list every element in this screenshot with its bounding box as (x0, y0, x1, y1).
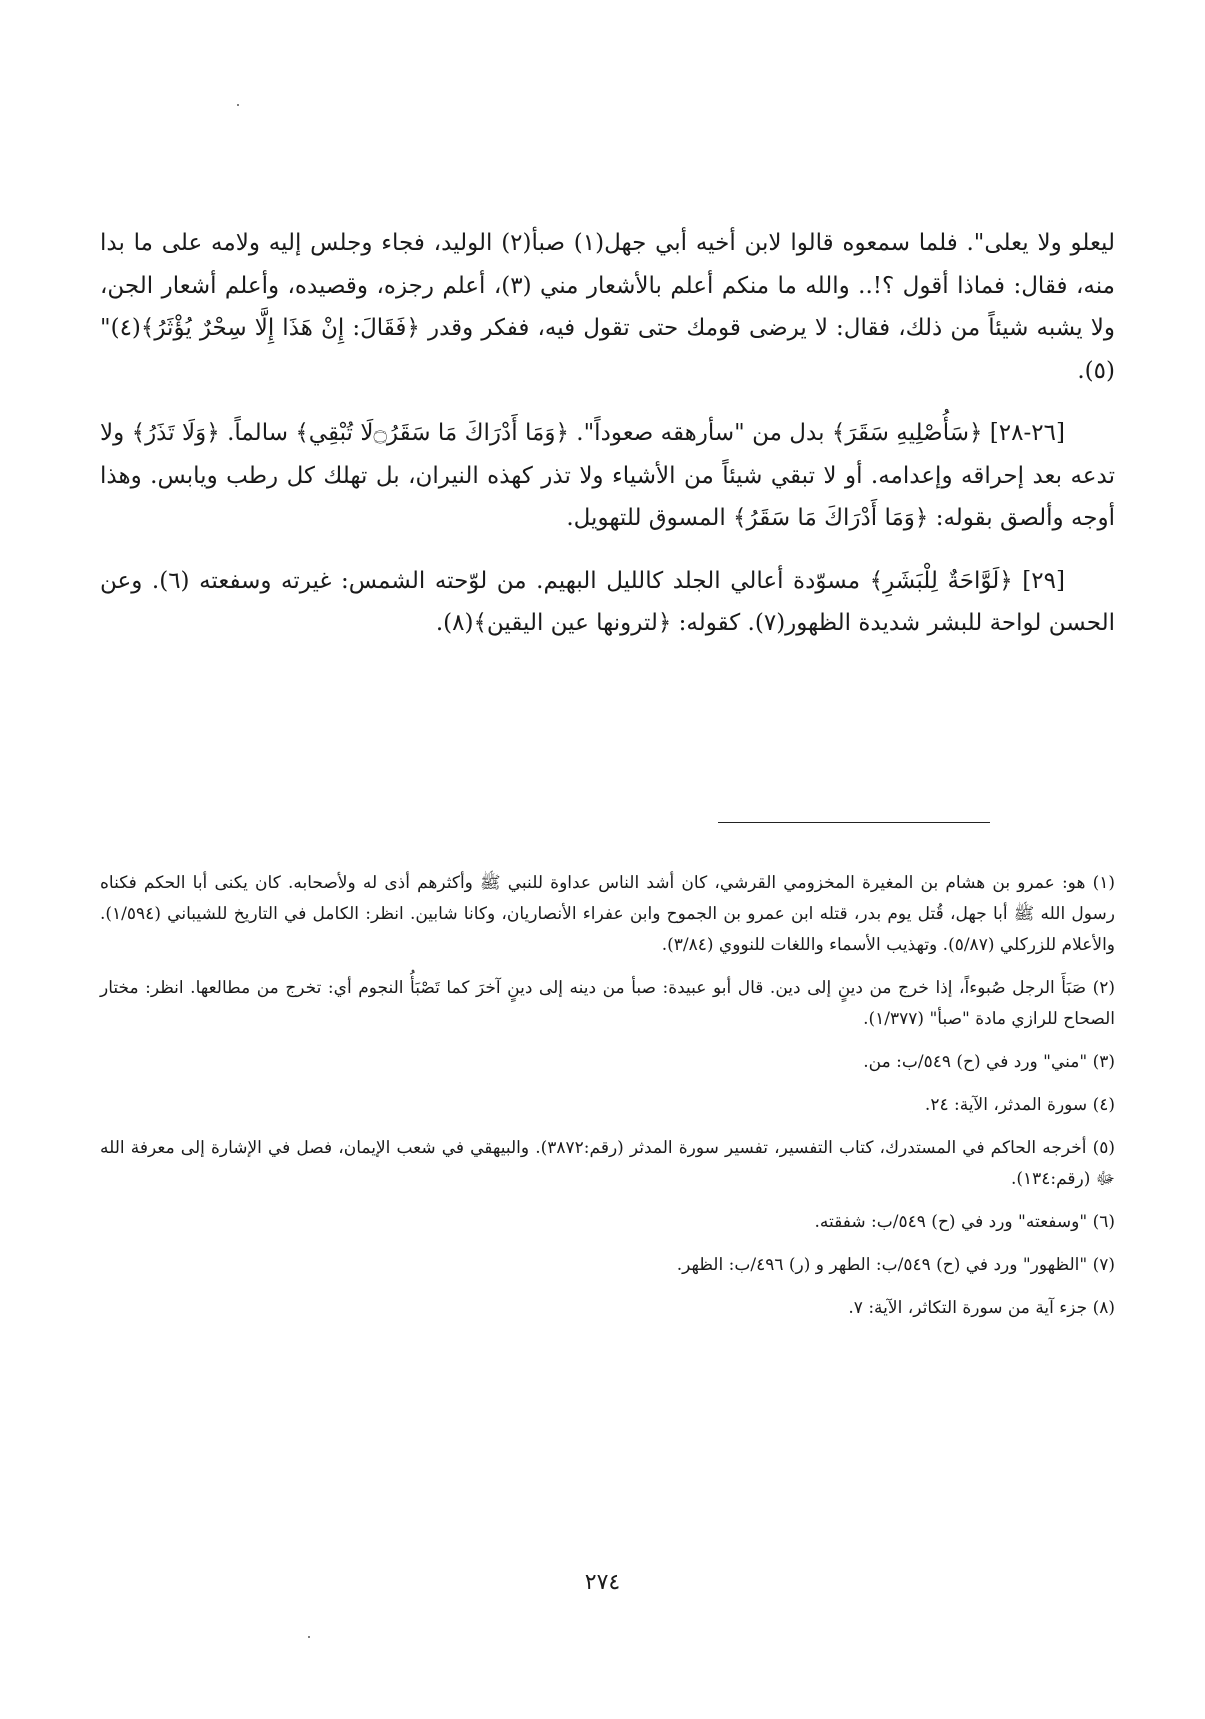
paragraph-intro: ليعلو ولا يعلى". فلما سمعوه قالوا لابن أخيه أبي جهل(١) صبأ(٢) الوليد، فجاء وجلس إليه ولامه على ما بدا منه، فقال: فماذا أقول ؟!.. والله ما منكم أعلم بالأشعار مني (٣)، أعلم رجزه، وقصيده، وأعلم أشعار الجن، ولا يشبه شيئاً من ذلك، فقال: لا يرضى قومك حتى تقول فيه، ففكر وقدر ﴿فَقَالَ: إِنْ هَذَا إِلَّا سِحْرٌ يُؤْثَرُ﴾(٤)"(٥). (100, 230, 1115, 384)
footnote-5: (٥) أخرجه الحاكم في المستدرك، كتاب التفسير، تفسير سورة المدثر (رقم:٣٨٧٢). والبيهقي في شعب الإيمان، فصل في الإشارة إلى معرفة الله ﷻ (رقم:١٣٤). (100, 1138, 1115, 1189)
footnote-8: (٨) جزء آية من سورة التكاثر، الآية: ٧. (848, 1298, 1115, 1318)
footnote-separator (718, 822, 990, 823)
scan-speck (308, 1636, 310, 1638)
footnote-3: (٣) "مني" ورد في (ح) ٥٤٩/ب: من. (863, 1052, 1115, 1072)
footnote-2: (٢) صَبَأَ الرجل صُبوءاً، إذا خرج من دينٍ إلى دين. قال أبو عبيدة: صبأ من دينه إلى دينٍ آخرَ كما تَصْبَأُ النجوم أي: تخرج من مطالعها. انظر: مختار الصحاح للرازي مادة "صبأ" (١/٣٧٧). (100, 978, 1115, 1029)
footnote-4: (٤) سورة المدثر، الآية: ٢٤. (924, 1095, 1115, 1115)
footnotes (100, 868, 1115, 1336)
footnote-7: (٧) "الظهور" ورد في (ح) ٥٤٩/ب: الطهر و (ر) ٤٩٦/ب: الظهر. (676, 1255, 1115, 1275)
paragraph-verses-26-28: [٢٦-٢٨] ﴿سَأُصْلِيهِ سَقَرَ﴾ بدل من "سأرهقه صعوداً". ﴿وَمَا أَدْرَاكَ مَا سَقَرُ۝لَا تُبْقِي﴾ سالماً. ﴿وَلَا تَذَرُ﴾ ولا تدعه بعد إحراقه وإعدامه. أو لا تبقي شيئاً من الأشياء ولا تذر كهذه النيران، بل تهلك كل رطب ويابس. وهذا أوجه وألصق بقوله: ﴿وَمَا أَدْرَاكَ مَا سَقَرُ﴾ المسوق للتهويل. (100, 420, 1115, 531)
scan-speck (237, 104, 239, 106)
main-text (100, 222, 1115, 645)
page-number: ٢٧٤ (584, 1570, 621, 1595)
footnote-1: (١) هو: عمرو بن هشام بن المغيرة المخزومي القرشي، كان أشد الناس عداوة للنبي ﷺ وأكثرهم أذى له ولأصحابه. كان يكنى أبا الحكم فكناه رسول الله ﷺ أبا جهل، قُتل يوم بدر، قتله ابن عمرو بن الجموح وابن عفراء الأنصاريان، وكانا شابين. انظر: الكامل في التاريخ للشيباني (١/٥٩٤). والأعلام للزركلي (٥/٨٧). وتهذيب الأسماء واللغات للنووي (٣/٨٤). (100, 873, 1115, 955)
footnote-6: (٦) "وسفعته" ورد في (ح) ٥٤٩/ب: شفقته. (814, 1212, 1115, 1232)
paragraph-verse-29: [٢٩] ﴿لَوَّاحَةٌ لِلْبَشَرِ﴾ مسوّدة أعالي الجلد كالليل البهيم. من لوّحته الشمس: غيرته وسفعته (٦). وعن الحسن لواحة للبشر شديدة الظهور(٧). كقوله: ﴿لترونها عين اليقين﴾(٨). (100, 567, 1115, 636)
